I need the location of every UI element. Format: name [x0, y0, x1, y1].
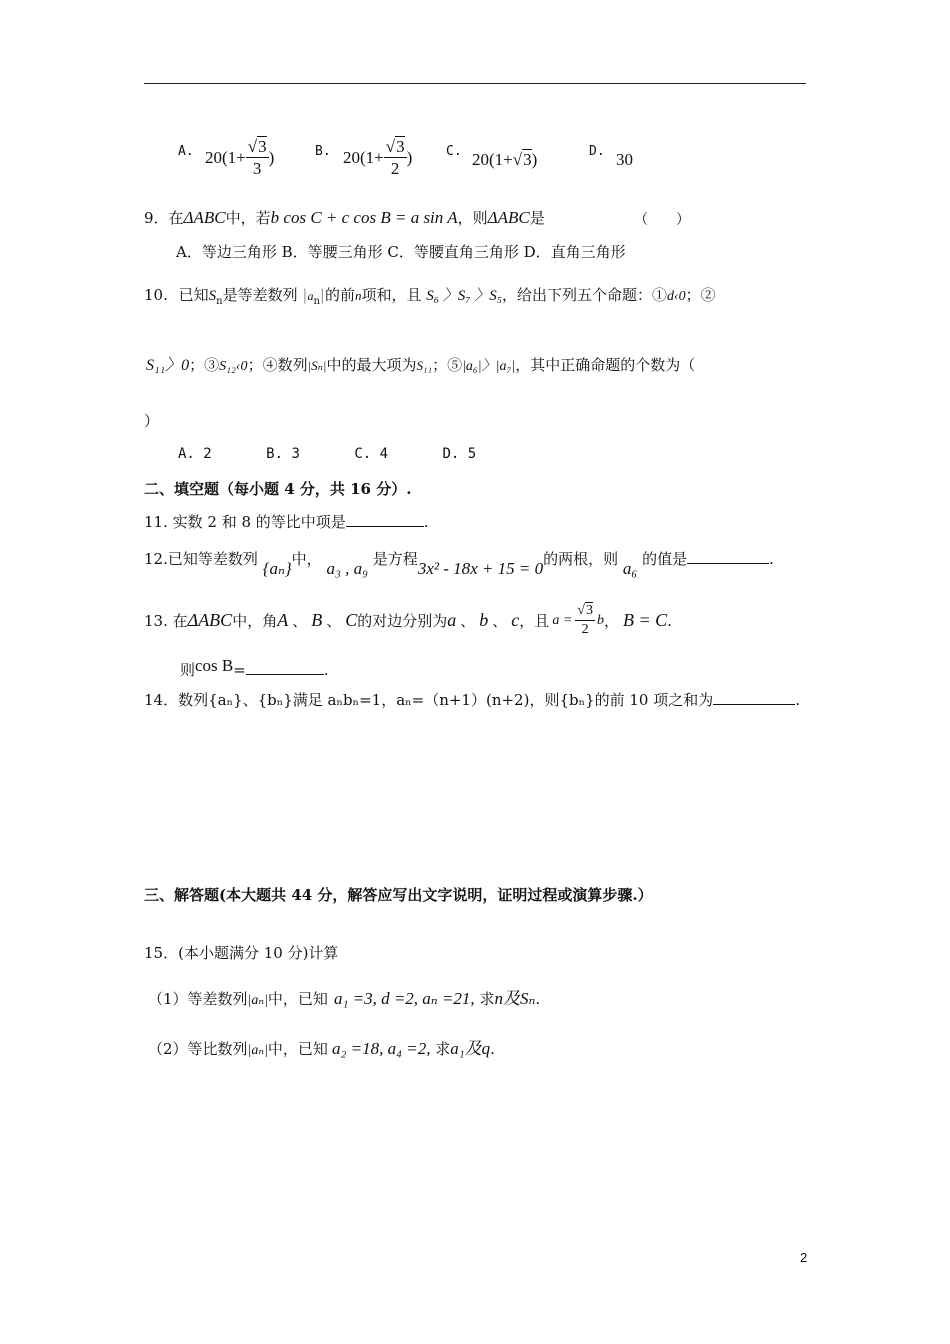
n-symbol: n	[355, 288, 362, 303]
fraction: $\frac{√3}{3}$	[247, 137, 267, 178]
numerator: 3	[585, 603, 593, 618]
text: ；③	[189, 356, 220, 374]
statement-2: S₁₁〉0	[146, 357, 190, 374]
answer-blank	[713, 704, 795, 705]
answer-blank	[346, 526, 424, 527]
text: 的前	[324, 286, 355, 304]
q9-answer-paren: （ ）	[634, 212, 690, 228]
text: 中，已知	[267, 990, 328, 1008]
sequence-set: {aₙ}	[262, 559, 292, 578]
angle-b: B	[311, 610, 323, 630]
condition-b: b	[596, 612, 604, 628]
text: 的值是	[642, 550, 688, 568]
option-letter: D.	[589, 144, 605, 159]
subscript: n	[216, 296, 223, 307]
s11: S₁₁	[416, 358, 433, 373]
text: 9．在	[144, 209, 184, 227]
sn-symbol: S	[208, 288, 217, 304]
q15-part1	[148, 984, 540, 1009]
q8-option-a-expr	[205, 138, 274, 177]
q10-options	[178, 446, 476, 462]
text: 的对边分别为	[357, 612, 448, 630]
text: ，且	[519, 612, 550, 630]
text: ；④数列	[247, 356, 308, 374]
q15-title: 15．(本小题满分 10 分)计算	[144, 944, 339, 962]
text: 已知	[178, 286, 209, 304]
subscript: n	[313, 296, 320, 307]
equals: =	[233, 661, 246, 679]
answer-blank	[687, 563, 769, 564]
option-c: C. 4	[354, 446, 389, 462]
header-rule	[144, 83, 806, 84]
text: 项和，且	[361, 286, 422, 304]
text: 是等差数列	[222, 286, 298, 304]
denominator: 2	[390, 159, 400, 178]
text: 11. 实数 2 和 8 的等比中项是	[144, 513, 346, 531]
condition-b-eq-c: B = C	[622, 610, 668, 630]
question-number: 10.	[144, 286, 168, 304]
text: .	[490, 1040, 495, 1058]
option-b: B. 3	[266, 446, 300, 462]
text: .	[535, 990, 541, 1008]
q8-option-a	[178, 143, 194, 159]
expr-prefix: 20(1+	[205, 147, 246, 167]
equation: 3x² - 18x + 15 = 0	[417, 559, 544, 578]
fraction: $\frac{√3}{2}$	[385, 137, 405, 178]
q15-part2	[148, 1034, 495, 1059]
text: .	[323, 661, 329, 679]
abs-sn: |Sₙ|	[307, 358, 327, 373]
q9-stem	[144, 207, 545, 228]
text: （2）等比数列	[148, 1040, 248, 1058]
q8-option-c	[446, 143, 462, 159]
target: a₁及q	[450, 1039, 491, 1058]
side-c: c	[511, 610, 520, 630]
q8-option-b	[315, 143, 331, 159]
cos-b: cos B	[195, 656, 234, 675]
sequence: |aₙ|	[247, 1043, 268, 1058]
expr-suffix: )	[531, 150, 538, 169]
numerator: 3	[258, 137, 267, 156]
page-number: 2	[800, 1250, 808, 1265]
option-letter: B.	[315, 144, 331, 159]
text: 中，若	[225, 209, 271, 227]
radicand: 3	[523, 150, 532, 169]
separator: 、	[326, 612, 342, 630]
text: 则	[180, 661, 196, 679]
text: ，则	[457, 209, 488, 227]
text: 中，	[291, 550, 322, 568]
q8-option-b-expr	[343, 138, 412, 177]
text: 中，角	[232, 612, 278, 630]
q8-option-c-expr: 20(1+√3)	[472, 150, 538, 169]
q14	[144, 689, 800, 710]
statement-3: S₁₂‹0	[219, 359, 248, 374]
expr-prefix: 20(1+	[343, 147, 384, 167]
denominator: 2	[581, 622, 589, 637]
q10-stem-line1: 10. 已知$S_n$是等差数列 $|a_n|$的前n项和，且 S₆ 〉S₇ 〉S₅，给出下列五个命题：①d‹0；②	[144, 286, 716, 307]
target: n及Sₙ	[494, 989, 536, 1008]
q10-stem-line2	[146, 352, 695, 375]
text: ，其中正确命题的个数为（	[515, 356, 696, 374]
section-3-heading: 三、解答题(本大题共 44 分，解答应写出文字说明，证明过程或演算步骤.）	[144, 886, 653, 904]
text: 的两根，则	[543, 550, 619, 568]
text: ；②	[685, 286, 716, 304]
q8-option-d-value: 30	[616, 150, 633, 169]
text: 求	[479, 990, 495, 1008]
expr-prefix: 20(1+	[472, 150, 513, 169]
separator: 、	[292, 612, 308, 630]
text: .	[769, 550, 774, 568]
text: 中的最大项为	[326, 356, 417, 374]
text: （1）等差数列	[148, 990, 248, 1008]
text: 14．数列{aₙ}、{bₙ}满足 aₙbₙ=1，aₙ=（n+1）(n+2)，则{bₙ}的前 10 项之和为	[144, 691, 714, 709]
text: 中，已知	[267, 1040, 328, 1058]
q13-line1	[144, 604, 672, 637]
angle-a: A	[277, 610, 289, 630]
text: 13. 在	[144, 612, 188, 630]
option-letter: C.	[446, 144, 462, 159]
sequence: |aₙ|	[247, 993, 268, 1008]
an-symbol: a	[307, 289, 314, 303]
section-2-heading: 二、填空题（每小题 4 分，共 16 分）.	[144, 480, 412, 498]
expr-suffix: )	[406, 147, 413, 167]
triangle-symbol: ΔABC	[183, 208, 226, 227]
statement-5: |a₆|〉|a₇|	[462, 359, 516, 374]
text: ，	[603, 612, 619, 630]
text: ；⑤	[432, 356, 463, 374]
text: 求	[435, 1040, 451, 1058]
side-b: b	[479, 610, 489, 630]
given-values: a₁ =3, d =2, aₙ =21,	[333, 989, 475, 1008]
text: 是方程	[372, 550, 418, 568]
expr-suffix: )	[268, 147, 275, 167]
denominator: 3	[252, 159, 262, 178]
q11	[144, 511, 429, 532]
numerator: 3	[396, 137, 405, 156]
option-letter: A.	[178, 144, 194, 159]
condition: d‹0	[666, 289, 686, 304]
a6-symbol: a₆	[622, 559, 638, 578]
fraction: $\frac{√3}{2}$	[577, 603, 593, 637]
q9-options: A．等边三角形 B．等腰三角形 C．等腰直角三角形 D．直角三角形	[176, 243, 626, 261]
q12	[144, 548, 774, 578]
triangle-symbol: ΔABC	[487, 208, 530, 227]
text: .	[423, 513, 429, 531]
angle-c: C	[345, 610, 358, 630]
condition-lhs: a =	[552, 612, 573, 628]
side-a: a	[447, 610, 457, 630]
inequality: S₆ 〉S₇ 〉S₅	[426, 288, 502, 304]
q10-paren-close: ）	[144, 412, 160, 430]
text: 12.已知等差数列	[144, 550, 258, 568]
roots: a₃ , a₉	[326, 559, 369, 578]
text: 是	[529, 209, 545, 227]
option-d: D. 5	[442, 446, 477, 462]
equation: b cos C + c cos B = a sin A	[270, 208, 458, 227]
text: .	[667, 611, 672, 630]
triangle-symbol: ΔABC	[187, 610, 233, 630]
separator: 、	[460, 612, 476, 630]
separator: 、	[492, 612, 508, 630]
text: .	[795, 691, 801, 709]
text: ，给出下列五个命题：①	[501, 286, 667, 304]
answer-blank	[246, 674, 324, 675]
option-a: A. 2	[178, 446, 212, 462]
q8-option-d	[589, 143, 605, 159]
given-values: a₂ =18, a₄ =2,	[331, 1039, 431, 1058]
q13-line2	[180, 656, 329, 680]
